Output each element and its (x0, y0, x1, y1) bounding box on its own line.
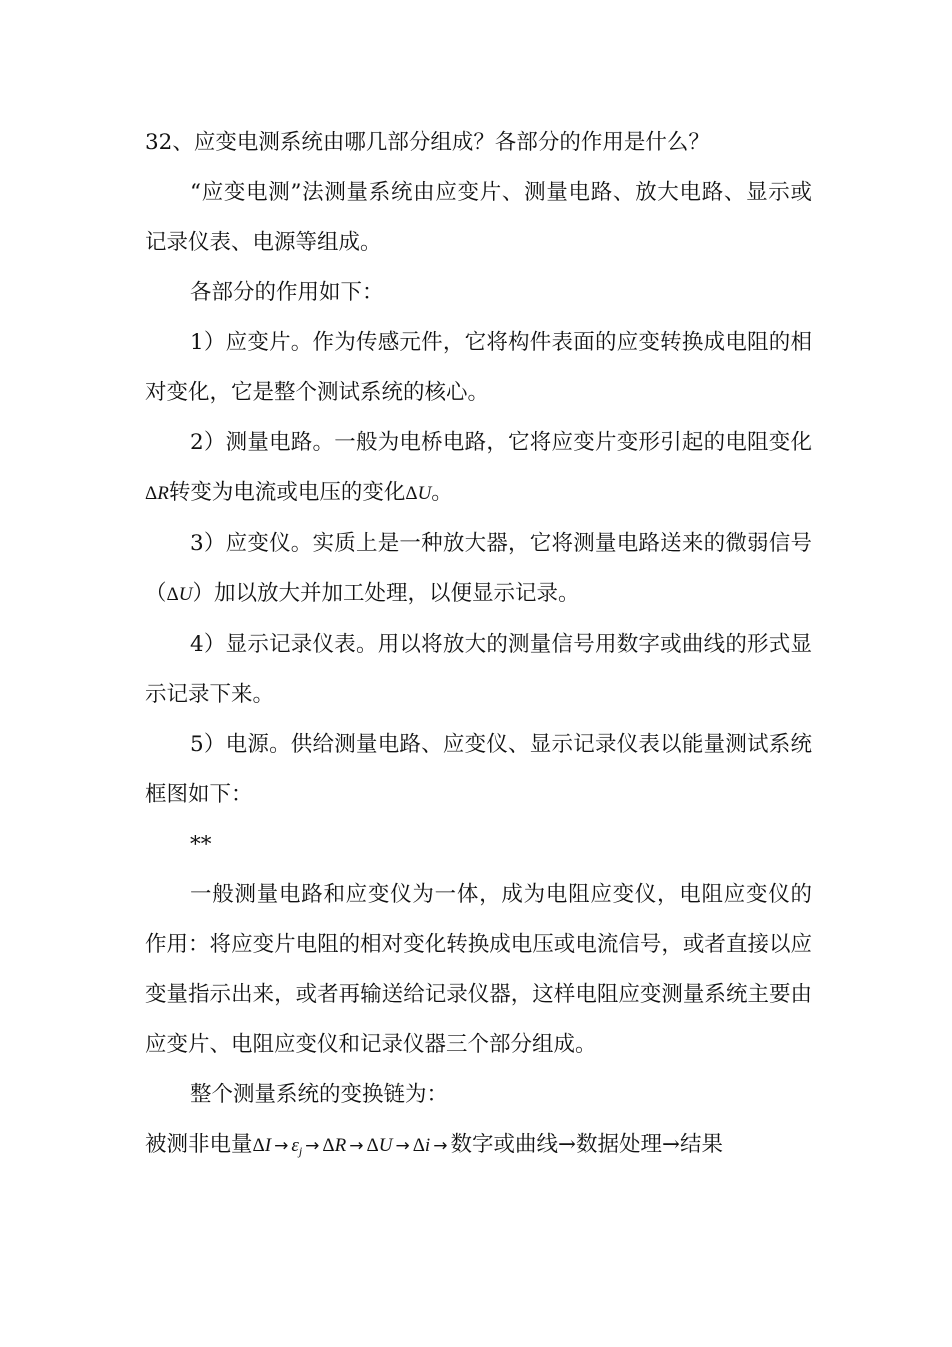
part-4-paragraph: 4）显示记录仪表。用以将放大的测量信号用数字或曲线的形式显示记录下来。 (145, 632, 812, 707)
chain-suffix: 数字或曲线→数据处理→结果 (450, 1132, 723, 1157)
chain-delta-u: ΔU (366, 1135, 393, 1156)
summary-paragraph: 一般测量电路和应变仪为一体，成为电阻应变仪，电阻应变仪的作用：将应变片电阻的相对变化转换成电压或电流信号，或者直接以应变量指示出来，或者再输送给记录仪器，这样电阻应变测量系统主要由应变片、电阻应变仪和记录仪器三个部分组成。 (145, 882, 812, 1057)
delta-u-signal-formula: ΔU (166, 584, 193, 605)
part-2-text-a: 2）测量电路。一般为电桥电路，它将应变片变形引起的电阻变化 (190, 430, 812, 455)
part-1-paragraph: 1）应变片。作为传感元件，它将构件表面的应变转换成电阻的相对变化，它是整个测试系统的核心。 (145, 330, 812, 405)
conversion-chain (145, 1120, 812, 1171)
part-3-text-b: ）加以放大并加工处理，以便显示记录。 (192, 581, 580, 606)
question-heading: 32、应变电测系统由哪几部分组成？各部分的作用是什么？ (145, 130, 710, 155)
part-2-text-b: 转变为电流或电压的变化 (168, 480, 406, 505)
chain-delta-i-lower: Δi (412, 1135, 431, 1156)
intro-paragraph: “应变电测”法测量系统由应变片、测量电路、放大电路、显示或记录仪表、电源等组成。 (145, 180, 812, 255)
chain-heading: 整个测量系统的变换链为： (190, 1082, 449, 1107)
part-3-text-a: 3）应变仪。实质上是一种放大器，它将测量电路送来的微弱信号（ (145, 531, 812, 606)
part-3-paragraph (145, 519, 812, 620)
chain-prefix: 被测非电量 (145, 1132, 253, 1157)
figure-placeholder: ** (190, 832, 212, 857)
chain-delta-r: ΔR (322, 1135, 347, 1156)
chain-epsilon-j: $\varepsilon_j$ (291, 1135, 303, 1158)
arrow-icon: → (395, 1136, 410, 1156)
arrow-icon: → (349, 1136, 364, 1156)
arrow-icon: → (433, 1136, 448, 1156)
arrow-icon: → (274, 1136, 289, 1156)
parts-heading: 各部分的作用如下： (190, 280, 384, 305)
arrow-icon: → (305, 1136, 320, 1156)
document-body (145, 118, 812, 1171)
part-5-paragraph: 5）电源。供给测量电路、应变仪、显示记录仪表以能量测试系统框图如下： (145, 732, 812, 807)
part-2-paragraph (145, 418, 812, 519)
delta-r-formula: ΔR (145, 483, 169, 504)
part-2-text-c: 。 (431, 480, 453, 505)
delta-u-formula: ΔU (405, 483, 432, 504)
chain-delta-i-upper: ΔI (252, 1135, 272, 1156)
